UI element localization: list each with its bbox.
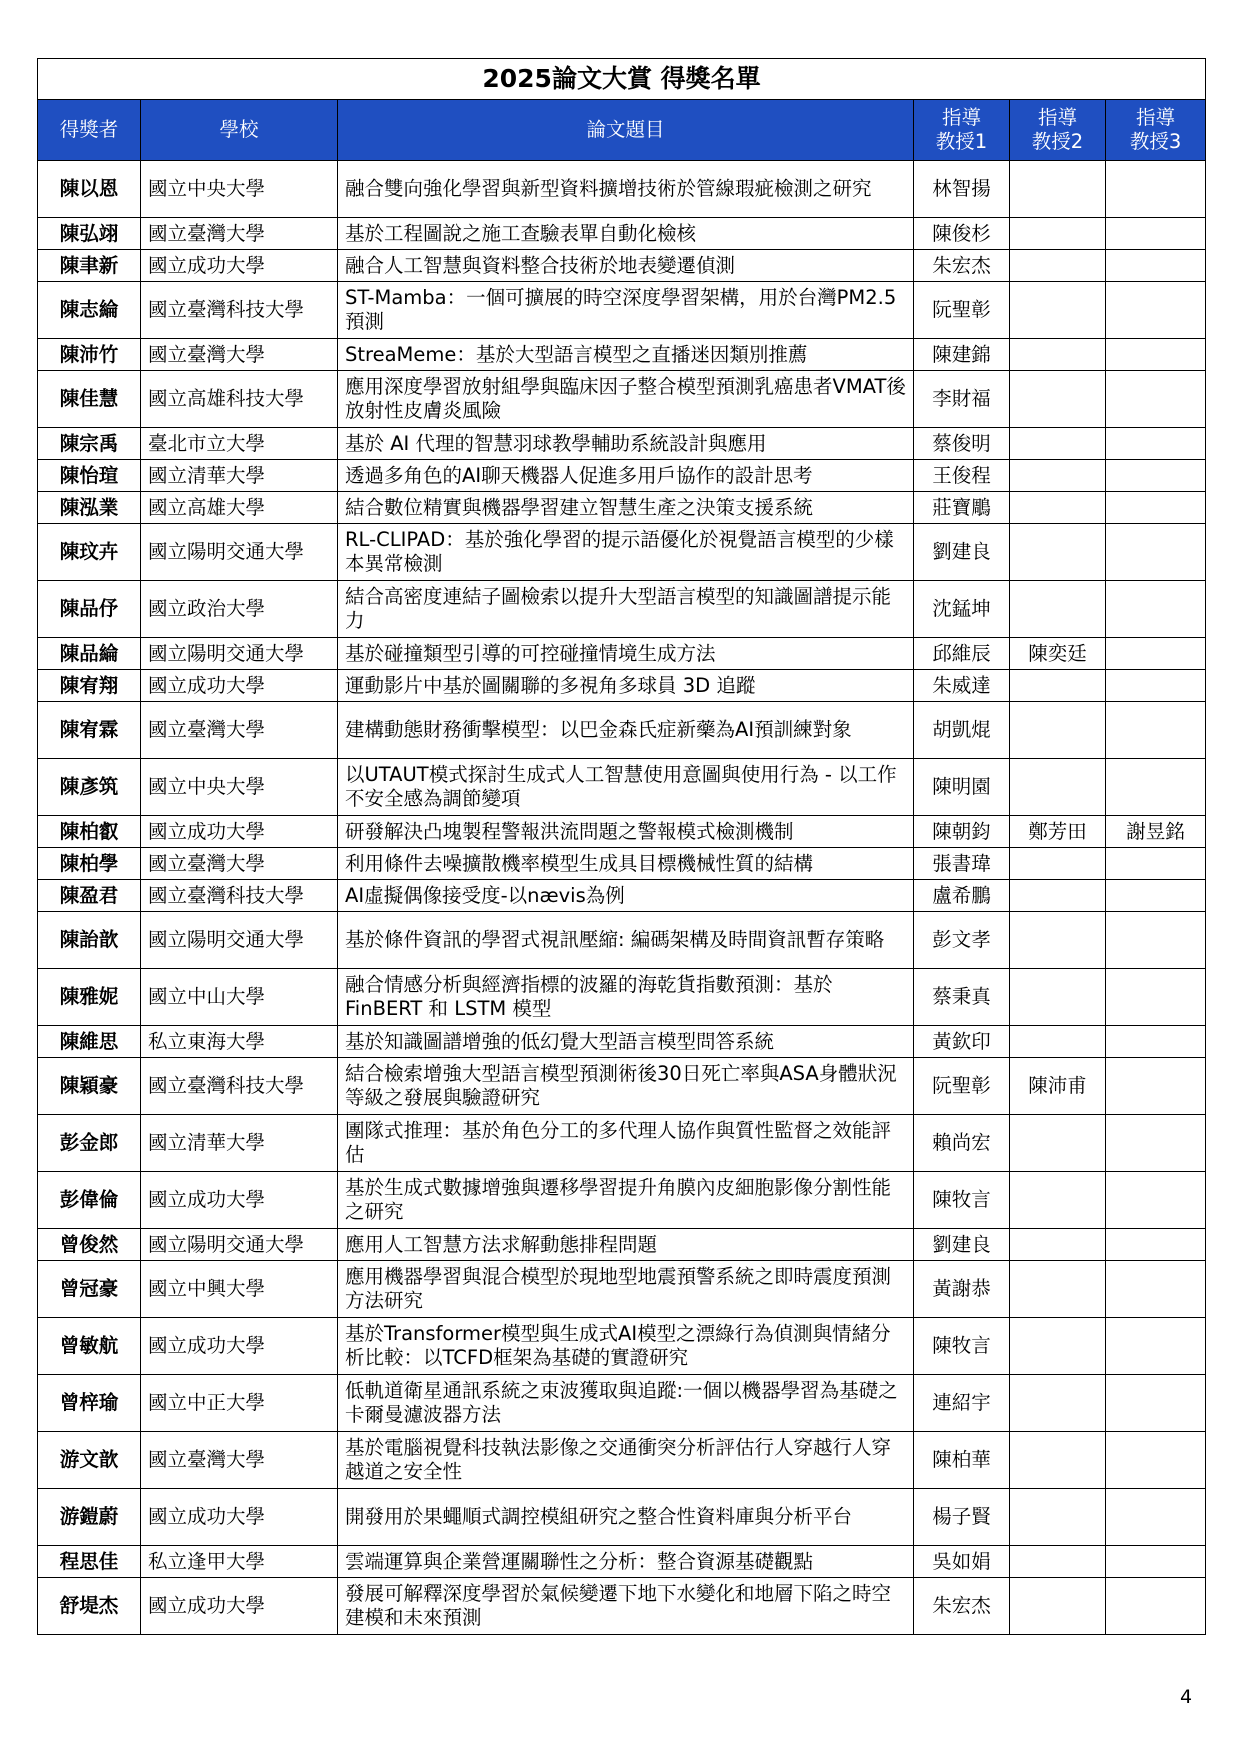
table-row <box>38 638 1206 670</box>
advisor-1-cell: 賴尚宏 <box>914 1115 1010 1172</box>
advisor-3-cell <box>1106 1546 1206 1578</box>
table-row <box>38 1546 1206 1578</box>
school-cell: 國立清華大學 <box>141 460 338 492</box>
advisor-1-cell: 彭文孝 <box>914 912 1010 969</box>
advisor-2-cell <box>1010 1115 1106 1172</box>
advisor-2-cell <box>1010 1489 1106 1546</box>
winner-cell: 陳維思 <box>38 1026 141 1058</box>
thesis-cell: 融合情感分析與經濟指標的波羅的海乾貨指數預測：基於FinBERT 和 LSTM 模型 <box>338 969 914 1026</box>
header-advisor-3: 指導 教授3 <box>1106 100 1206 161</box>
advisor-2-cell <box>1010 702 1106 759</box>
table-row <box>38 816 1206 848</box>
school-cell: 國立政治大學 <box>141 581 338 638</box>
winner-cell: 陳宥翔 <box>38 670 141 702</box>
thesis-cell: 應用深度學習放射組學與臨床因子整合模型預測乳癌患者VMAT後放射性皮膚炎風險 <box>338 371 914 428</box>
winner-cell: 陳彥筑 <box>38 759 141 816</box>
advisor-2-cell <box>1010 371 1106 428</box>
table-row <box>38 460 1206 492</box>
advisor-2-cell <box>1010 1172 1106 1229</box>
advisor-1-cell: 黃欽印 <box>914 1026 1010 1058</box>
advisor-2-cell <box>1010 492 1106 524</box>
advisor-3-cell <box>1106 1489 1206 1546</box>
advisor-2-cell <box>1010 1318 1106 1375</box>
advisor-3-cell <box>1106 702 1206 759</box>
thesis-cell: 透過多角色的AI聊天機器人促進多用戶協作的設計思考 <box>338 460 914 492</box>
table-row <box>38 581 1206 638</box>
advisor-3-cell <box>1106 492 1206 524</box>
winner-cell: 陳盈君 <box>38 880 141 912</box>
school-cell: 國立高雄科技大學 <box>141 371 338 428</box>
thesis-cell: 基於條件資訊的學習式視訊壓縮: 編碼架構及時間資訊暫存策略 <box>338 912 914 969</box>
table-row <box>38 250 1206 282</box>
advisor-1-cell: 王俊程 <box>914 460 1010 492</box>
table-row <box>38 1115 1206 1172</box>
advisor-3-cell <box>1106 460 1206 492</box>
thesis-cell: 基於工程圖說之施工查驗表單自動化檢核 <box>338 218 914 250</box>
table-row <box>38 524 1206 581</box>
advisor-2-cell <box>1010 1261 1106 1318</box>
header-advisor-1: 指導 教授1 <box>914 100 1010 161</box>
advisor-2-cell <box>1010 848 1106 880</box>
thesis-cell: AI虛擬偶像接受度-以nævis為例 <box>338 880 914 912</box>
thesis-cell: 結合數位精實與機器學習建立智慧生產之決策支援系統 <box>338 492 914 524</box>
winner-cell: 陳泓業 <box>38 492 141 524</box>
advisor-3-cell <box>1106 1058 1206 1115</box>
advisor-3-cell <box>1106 880 1206 912</box>
winner-cell: 游鎧蔚 <box>38 1489 141 1546</box>
advisor-1-cell: 莊寶鵰 <box>914 492 1010 524</box>
advisor-3-cell <box>1106 969 1206 1026</box>
advisor-2-cell <box>1010 524 1106 581</box>
school-cell: 國立成功大學 <box>141 1318 338 1375</box>
winner-cell: 陳弘翊 <box>38 218 141 250</box>
thesis-cell: 基於知識圖譜增強的低幻覺大型語言模型問答系統 <box>338 1026 914 1058</box>
winner-cell: 陳聿新 <box>38 250 141 282</box>
advisor-3-cell <box>1106 524 1206 581</box>
thesis-cell: 開發用於果蠅順式調控模組研究之整合性資料庫與分析平台 <box>338 1489 914 1546</box>
table-row <box>38 1261 1206 1318</box>
table-row <box>38 702 1206 759</box>
thesis-cell: RL-CLIPAD：基於強化學習的提示語優化於視覺語言模型的少樣本異常檢測 <box>338 524 914 581</box>
school-cell: 國立臺灣科技大學 <box>141 282 338 339</box>
advisor-1-cell: 陳牧言 <box>914 1318 1010 1375</box>
thesis-cell: 應用人工智慧方法求解動態排程問題 <box>338 1229 914 1261</box>
table-row <box>38 282 1206 339</box>
advisor-1-cell: 連紹宇 <box>914 1375 1010 1432</box>
advisor-1-cell: 陳朝鈞 <box>914 816 1010 848</box>
table-row <box>38 339 1206 371</box>
advisor-2-cell <box>1010 581 1106 638</box>
advisor-1-cell: 朱威達 <box>914 670 1010 702</box>
advisor-1-cell: 陳俊杉 <box>914 218 1010 250</box>
advisor-3-cell <box>1106 1026 1206 1058</box>
table-row <box>38 1058 1206 1115</box>
advisor-2-cell <box>1010 428 1106 460</box>
advisor-3-cell <box>1106 428 1206 460</box>
advisor-3-cell <box>1106 1432 1206 1489</box>
thesis-cell: 基於Transformer模型與生成式AI模型之漂綠行為偵測與情緒分析比較：以TCFD框架為基礎的實證研究 <box>338 1318 914 1375</box>
thesis-cell: 低軌道衛星通訊系統之束波獲取與追蹤:一個以機器學習為基礎之卡爾曼濾波器方法 <box>338 1375 914 1432</box>
thesis-cell: 基於生成式數據增強與遷移學習提升角膜內皮細胞影像分割性能之研究 <box>338 1172 914 1229</box>
school-cell: 私立逢甲大學 <box>141 1546 338 1578</box>
school-cell: 國立陽明交通大學 <box>141 638 338 670</box>
thesis-cell: 結合高密度連結子圖檢索以提升大型語言模型的知識圖譜提示能力 <box>338 581 914 638</box>
advisor-1-cell: 阮聖彰 <box>914 282 1010 339</box>
advisor-3-cell <box>1106 912 1206 969</box>
school-cell: 國立成功大學 <box>141 670 338 702</box>
table-row <box>38 670 1206 702</box>
advisor-1-cell: 黃謝恭 <box>914 1261 1010 1318</box>
school-cell: 國立陽明交通大學 <box>141 912 338 969</box>
winner-cell: 陳宥霖 <box>38 702 141 759</box>
thesis-cell: ST-Mamba：一個可擴展的時空深度學習架構，用於台灣PM2.5預測 <box>338 282 914 339</box>
winner-cell: 陳雅妮 <box>38 969 141 1026</box>
advisor-1-cell: 劉建良 <box>914 524 1010 581</box>
thesis-cell: 以UTAUT模式探討生成式人工智慧使用意圖與使用行為 - 以工作不安全感為調節變項 <box>338 759 914 816</box>
advisor-2-cell <box>1010 1375 1106 1432</box>
table-row <box>38 1318 1206 1375</box>
winner-cell: 陳佳慧 <box>38 371 141 428</box>
school-cell: 國立臺灣大學 <box>141 702 338 759</box>
advisor-2-cell <box>1010 1432 1106 1489</box>
thesis-cell: 利用條件去噪擴散機率模型生成具目標機械性質的結構 <box>338 848 914 880</box>
header-thesis: 論文題目 <box>338 100 914 161</box>
advisor-1-cell: 胡凱焜 <box>914 702 1010 759</box>
advisor-1-cell: 邱維辰 <box>914 638 1010 670</box>
school-cell: 國立臺灣大學 <box>141 218 338 250</box>
advisor-3-cell: 謝昱銘 <box>1106 816 1206 848</box>
award-list-table <box>37 58 1206 1635</box>
thesis-cell: StreaMeme：基於大型語言模型之直播迷因類別推薦 <box>338 339 914 371</box>
winner-cell: 彭偉倫 <box>38 1172 141 1229</box>
table-row <box>38 1172 1206 1229</box>
advisor-1-cell: 蔡俊明 <box>914 428 1010 460</box>
table-body <box>38 161 1206 1635</box>
advisor-2-cell: 陳沛甫 <box>1010 1058 1106 1115</box>
table-row <box>38 969 1206 1026</box>
school-cell: 私立東海大學 <box>141 1026 338 1058</box>
winner-cell: 陳志綸 <box>38 282 141 339</box>
advisor-3-cell <box>1106 759 1206 816</box>
advisor-3-cell <box>1106 1375 1206 1432</box>
thesis-cell: 發展可解釋深度學習於氣候變遷下地下水變化和地層下陷之時空建模和未來預測 <box>338 1578 914 1635</box>
school-cell: 國立中央大學 <box>141 759 338 816</box>
advisor-1-cell: 朱宏杰 <box>914 1578 1010 1635</box>
table-row <box>38 1489 1206 1546</box>
school-cell: 國立成功大學 <box>141 1578 338 1635</box>
school-cell: 國立成功大學 <box>141 1489 338 1546</box>
advisor-1-cell: 吳如娟 <box>914 1546 1010 1578</box>
school-cell: 國立成功大學 <box>141 816 338 848</box>
advisor-3-cell <box>1106 339 1206 371</box>
advisor-2-cell <box>1010 1578 1106 1635</box>
thesis-cell: 團隊式推理：基於角色分工的多代理人協作與質性監督之效能評估 <box>338 1115 914 1172</box>
winner-cell: 陳柏叡 <box>38 816 141 848</box>
winner-cell: 曾俊然 <box>38 1229 141 1261</box>
school-cell: 國立臺灣科技大學 <box>141 880 338 912</box>
advisor-1-cell: 李財福 <box>914 371 1010 428</box>
table-row <box>38 1578 1206 1635</box>
school-cell: 國立中央大學 <box>141 161 338 218</box>
thesis-cell: 研發解決凸塊製程警報洪流問題之警報模式檢測機制 <box>338 816 914 848</box>
winner-cell: 曾敏航 <box>38 1318 141 1375</box>
winner-cell: 曾冠豪 <box>38 1261 141 1318</box>
school-cell: 國立臺灣科技大學 <box>141 1058 338 1115</box>
thesis-cell: 建構動態財務衝擊模型：以巴金森氏症新藥為AI預訓練對象 <box>338 702 914 759</box>
table-row <box>38 371 1206 428</box>
winner-cell: 彭金郎 <box>38 1115 141 1172</box>
winner-cell: 游文歆 <box>38 1432 141 1489</box>
advisor-2-cell <box>1010 759 1106 816</box>
advisor-3-cell <box>1106 1318 1206 1375</box>
school-cell: 國立臺灣大學 <box>141 848 338 880</box>
advisor-1-cell: 陳建錦 <box>914 339 1010 371</box>
school-cell: 國立中正大學 <box>141 1375 338 1432</box>
advisor-3-cell <box>1106 1115 1206 1172</box>
advisor-2-cell <box>1010 282 1106 339</box>
school-cell: 國立臺灣大學 <box>141 1432 338 1489</box>
school-cell: 國立高雄大學 <box>141 492 338 524</box>
winner-cell: 陳穎豪 <box>38 1058 141 1115</box>
advisor-1-cell: 劉建良 <box>914 1229 1010 1261</box>
school-cell: 國立清華大學 <box>141 1115 338 1172</box>
thesis-cell: 運動影片中基於圖關聯的多視角多球員 3D 追蹤 <box>338 670 914 702</box>
winner-cell: 陳柏學 <box>38 848 141 880</box>
header-advisor-2: 指導 教授2 <box>1010 100 1106 161</box>
advisor-3-cell <box>1106 848 1206 880</box>
winner-cell: 陳品綸 <box>38 638 141 670</box>
advisor-3-cell <box>1106 1261 1206 1318</box>
header-winner: 得獎者 <box>38 100 141 161</box>
school-cell: 國立中興大學 <box>141 1261 338 1318</box>
advisor-2-cell <box>1010 460 1106 492</box>
winner-cell: 曾梓瑜 <box>38 1375 141 1432</box>
school-cell: 國立成功大學 <box>141 1172 338 1229</box>
school-cell: 國立中山大學 <box>141 969 338 1026</box>
advisor-1-cell: 朱宏杰 <box>914 250 1010 282</box>
winner-cell: 陳玟卉 <box>38 524 141 581</box>
school-cell: 國立陽明交通大學 <box>141 1229 338 1261</box>
advisor-3-cell <box>1106 250 1206 282</box>
advisor-2-cell <box>1010 1546 1106 1578</box>
table-row <box>38 1229 1206 1261</box>
advisor-3-cell <box>1106 282 1206 339</box>
advisor-2-cell: 鄭芳田 <box>1010 816 1106 848</box>
advisor-2-cell <box>1010 670 1106 702</box>
winner-cell: 陳沛竹 <box>38 339 141 371</box>
advisor-2-cell <box>1010 161 1106 218</box>
winner-cell: 陳宗禹 <box>38 428 141 460</box>
school-cell: 國立陽明交通大學 <box>141 524 338 581</box>
winner-cell: 陳詒歆 <box>38 912 141 969</box>
advisor-2-cell: 陳奕廷 <box>1010 638 1106 670</box>
thesis-cell: 結合檢索增強大型語言模型預測術後30日死亡率與ASA身體狀況等級之發展與驗證研究 <box>338 1058 914 1115</box>
table-row <box>38 218 1206 250</box>
advisor-1-cell: 陳牧言 <box>914 1172 1010 1229</box>
advisor-3-cell <box>1106 218 1206 250</box>
table-row <box>38 1375 1206 1432</box>
advisor-1-cell: 盧希鵬 <box>914 880 1010 912</box>
advisor-2-cell <box>1010 1026 1106 1058</box>
thesis-cell: 基於電腦視覺科技執法影像之交通衝突分析評估行人穿越行人穿越道之安全性 <box>338 1432 914 1489</box>
winner-cell: 舒堤杰 <box>38 1578 141 1635</box>
thesis-cell: 基於 AI 代理的智慧羽球教學輔助系統設計與應用 <box>338 428 914 460</box>
advisor-1-cell: 楊子賢 <box>914 1489 1010 1546</box>
table-row <box>38 759 1206 816</box>
winner-cell: 陳以恩 <box>38 161 141 218</box>
advisor-3-cell <box>1106 1229 1206 1261</box>
advisor-1-cell: 阮聖彰 <box>914 1058 1010 1115</box>
advisor-1-cell: 蔡秉真 <box>914 969 1010 1026</box>
advisor-3-cell <box>1106 670 1206 702</box>
table-row <box>38 161 1206 218</box>
thesis-cell: 融合雙向強化學習與新型資料擴增技術於管線瑕疵檢測之研究 <box>338 161 914 218</box>
advisor-1-cell: 陳明園 <box>914 759 1010 816</box>
table-row <box>38 1026 1206 1058</box>
thesis-cell: 基於碰撞類型引導的可控碰撞情境生成方法 <box>338 638 914 670</box>
advisor-2-cell <box>1010 1229 1106 1261</box>
winner-cell: 程思佳 <box>38 1546 141 1578</box>
page-number: 4 <box>1180 1686 1193 1708</box>
advisor-3-cell <box>1106 371 1206 428</box>
table-row <box>38 428 1206 460</box>
advisor-3-cell <box>1106 1172 1206 1229</box>
winner-cell: 陳怡瑄 <box>38 460 141 492</box>
advisor-1-cell: 林智揚 <box>914 161 1010 218</box>
advisor-3-cell <box>1106 1578 1206 1635</box>
advisor-1-cell: 陳柏華 <box>914 1432 1010 1489</box>
thesis-cell: 融合人工智慧與資料整合技術於地表變遷偵測 <box>338 250 914 282</box>
school-cell: 臺北市立大學 <box>141 428 338 460</box>
table-row <box>38 848 1206 880</box>
advisor-1-cell: 張書瑋 <box>914 848 1010 880</box>
table-row <box>38 492 1206 524</box>
table-row <box>38 912 1206 969</box>
table-row <box>38 880 1206 912</box>
thesis-cell: 雲端運算與企業營運關聯性之分析：整合資源基礎觀點 <box>338 1546 914 1578</box>
table-title: 2025論文大賞 得獎名單 <box>38 59 1206 100</box>
advisor-2-cell <box>1010 250 1106 282</box>
advisor-2-cell <box>1010 339 1106 371</box>
advisor-2-cell <box>1010 912 1106 969</box>
table-row <box>38 1432 1206 1489</box>
advisor-2-cell <box>1010 880 1106 912</box>
header-row <box>38 100 1206 161</box>
thesis-cell: 應用機器學習與混合模型於現地型地震預警系統之即時震度預測方法研究 <box>338 1261 914 1318</box>
school-cell: 國立成功大學 <box>141 250 338 282</box>
header-school: 學校 <box>141 100 338 161</box>
winner-cell: 陳品伃 <box>38 581 141 638</box>
advisor-3-cell <box>1106 161 1206 218</box>
advisor-3-cell <box>1106 581 1206 638</box>
school-cell: 國立臺灣大學 <box>141 339 338 371</box>
advisor-1-cell: 沈錳坤 <box>914 581 1010 638</box>
advisor-2-cell <box>1010 969 1106 1026</box>
advisor-2-cell <box>1010 218 1106 250</box>
advisor-3-cell <box>1106 638 1206 670</box>
